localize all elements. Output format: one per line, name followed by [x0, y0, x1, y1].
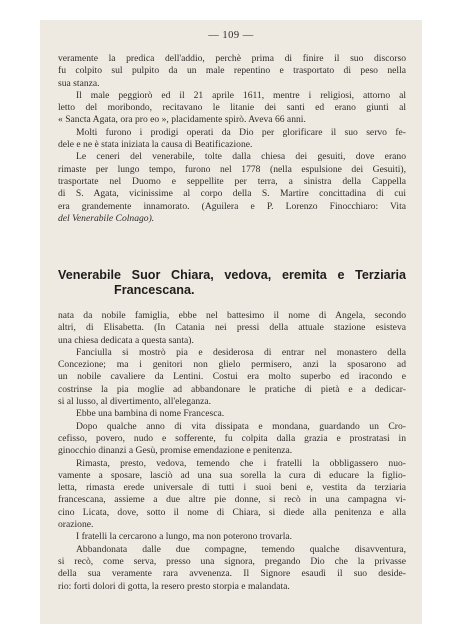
text-line: Ebbe una bambina di nome Francesca.	[76, 408, 225, 420]
text-line: del Venerabile Colnago).	[58, 212, 155, 224]
text-line: « Sancta Agata, ora pro eo », placidamente spirò. Aveva 66 anni.	[58, 114, 306, 126]
text-line: un nobile cavaliere da Lentini. Costui era molto superbo ed iracondo e	[58, 371, 406, 383]
text-line: Concezione; ma i genitori non glielo permisero, anzi la sposarono ad	[58, 359, 406, 371]
text-line: orazione.	[58, 519, 94, 531]
text-line: nata da nobile famiglia, ebbe nel battesimo il nome di Angela, secondo	[58, 310, 406, 321]
text-block-suor-chiara	[58, 310, 406, 593]
text-line: una chiesa dedicata a questa santa).	[58, 334, 194, 346]
section-heading	[58, 268, 406, 298]
text-line: trasportate nel Duomo e seppellite per terra, a sinistra della Cappella	[58, 175, 406, 187]
text-line: Fanciulla si mostrò pia e desiderosa di entrar nel monastero della	[76, 346, 406, 358]
text-line: Il male peggiorò ed il 21 aprile 1611, mentre i religiosi, attorno al	[76, 89, 406, 101]
text-line: rio: forti dolori di gotta, la resero presto storpia e malandata.	[58, 580, 290, 592]
text-line: rimaste per lungo tempo, furono nel 1778 (nella espulsione dei Gesuiti),	[58, 163, 406, 175]
text-line: costrinse la pia moglie ad abbandonare le pratiche di pietà e a dedicar-	[58, 383, 406, 395]
text-line: si al lusso, al divertimento, all'eleganza.	[58, 396, 212, 408]
text-line: Le ceneri del venerabile, tolte dalla chiesa dei gesuiti, dove erano	[76, 151, 406, 163]
heading-line: Venerabile Suor Chiara, vedova, eremita e Terziaria	[58, 268, 406, 282]
text-line: della sua veramente rara avvenenza. Il Signore esaudì il suo deside-	[58, 568, 406, 580]
text-line: altri, di Elisabetta. (In Catania nei pressi della attuale stazione esisteva	[58, 322, 406, 334]
text-line: letto del moribondo, recitavano le litanie dei santi ed erano giunti al	[58, 102, 406, 114]
text-line: Abbandonata dalle due compagne, temendo qualche disavventura,	[76, 543, 406, 555]
text-line: I fratelli la cercarono a lungo, ma non poterono trovarla.	[76, 531, 293, 543]
text-line: letta, rimasta erede universale di tutti i suoi beni e, vestita da terziaria	[58, 482, 406, 494]
text-line: Molti furono i prodigi operati da Dio per glorificare il suo servo fe-	[76, 126, 406, 138]
heading-line: Francescana.	[114, 283, 195, 297]
text-line: Dopo qualche anno di vita dissipata e mondana, guardando un Cro-	[76, 420, 406, 432]
text-line: cefisso, povero, nudo e sofferente, fu colpita dalla grazia e prostratasi in	[58, 432, 406, 444]
text-line: cino Licata, dove, sotto il nome di Chiara, si diede alla penitenza e alla	[58, 506, 406, 518]
text-line: dele e ne è stata iniziata la causa di Beatificazione.	[58, 139, 253, 151]
text-line: di S. Agata, vicinissime al corpo della S. Martire concittadina di cui	[58, 188, 406, 200]
text-line: fu colpito sul pulpito da un male repentino e trasportato di peso nella	[58, 65, 406, 77]
page-number: — 109 —	[208, 30, 254, 41]
text-line: si recò, come serva, presso una signora, pregando Dio che la privasse	[58, 555, 406, 567]
text-line: veramente la predica dell'addio, perchè prima di finire il suo discorso	[58, 53, 406, 64]
text-line: Rimasta, presto, vedova, temendo che i fratelli la obbligassero nuo-	[76, 457, 406, 469]
page-paper	[40, 20, 422, 624]
text-line: sua stanza.	[58, 77, 100, 89]
text-line: ginocchio dinanzi a Gesù, promise emendazione e penitenza.	[58, 445, 293, 457]
text-line: vamente a sposare, lasciò ad una sua sorella la cura di educare la figlio-	[58, 469, 406, 481]
text-line: francescana, assieme a due altre pie donne, si recò in una campagna vi-	[58, 494, 406, 506]
text-block-colnago-end	[58, 53, 406, 225]
text-line: era grandemente innamorato. (Aguilera e P. Lorenzo Finocchiaro: Vita	[58, 200, 406, 212]
